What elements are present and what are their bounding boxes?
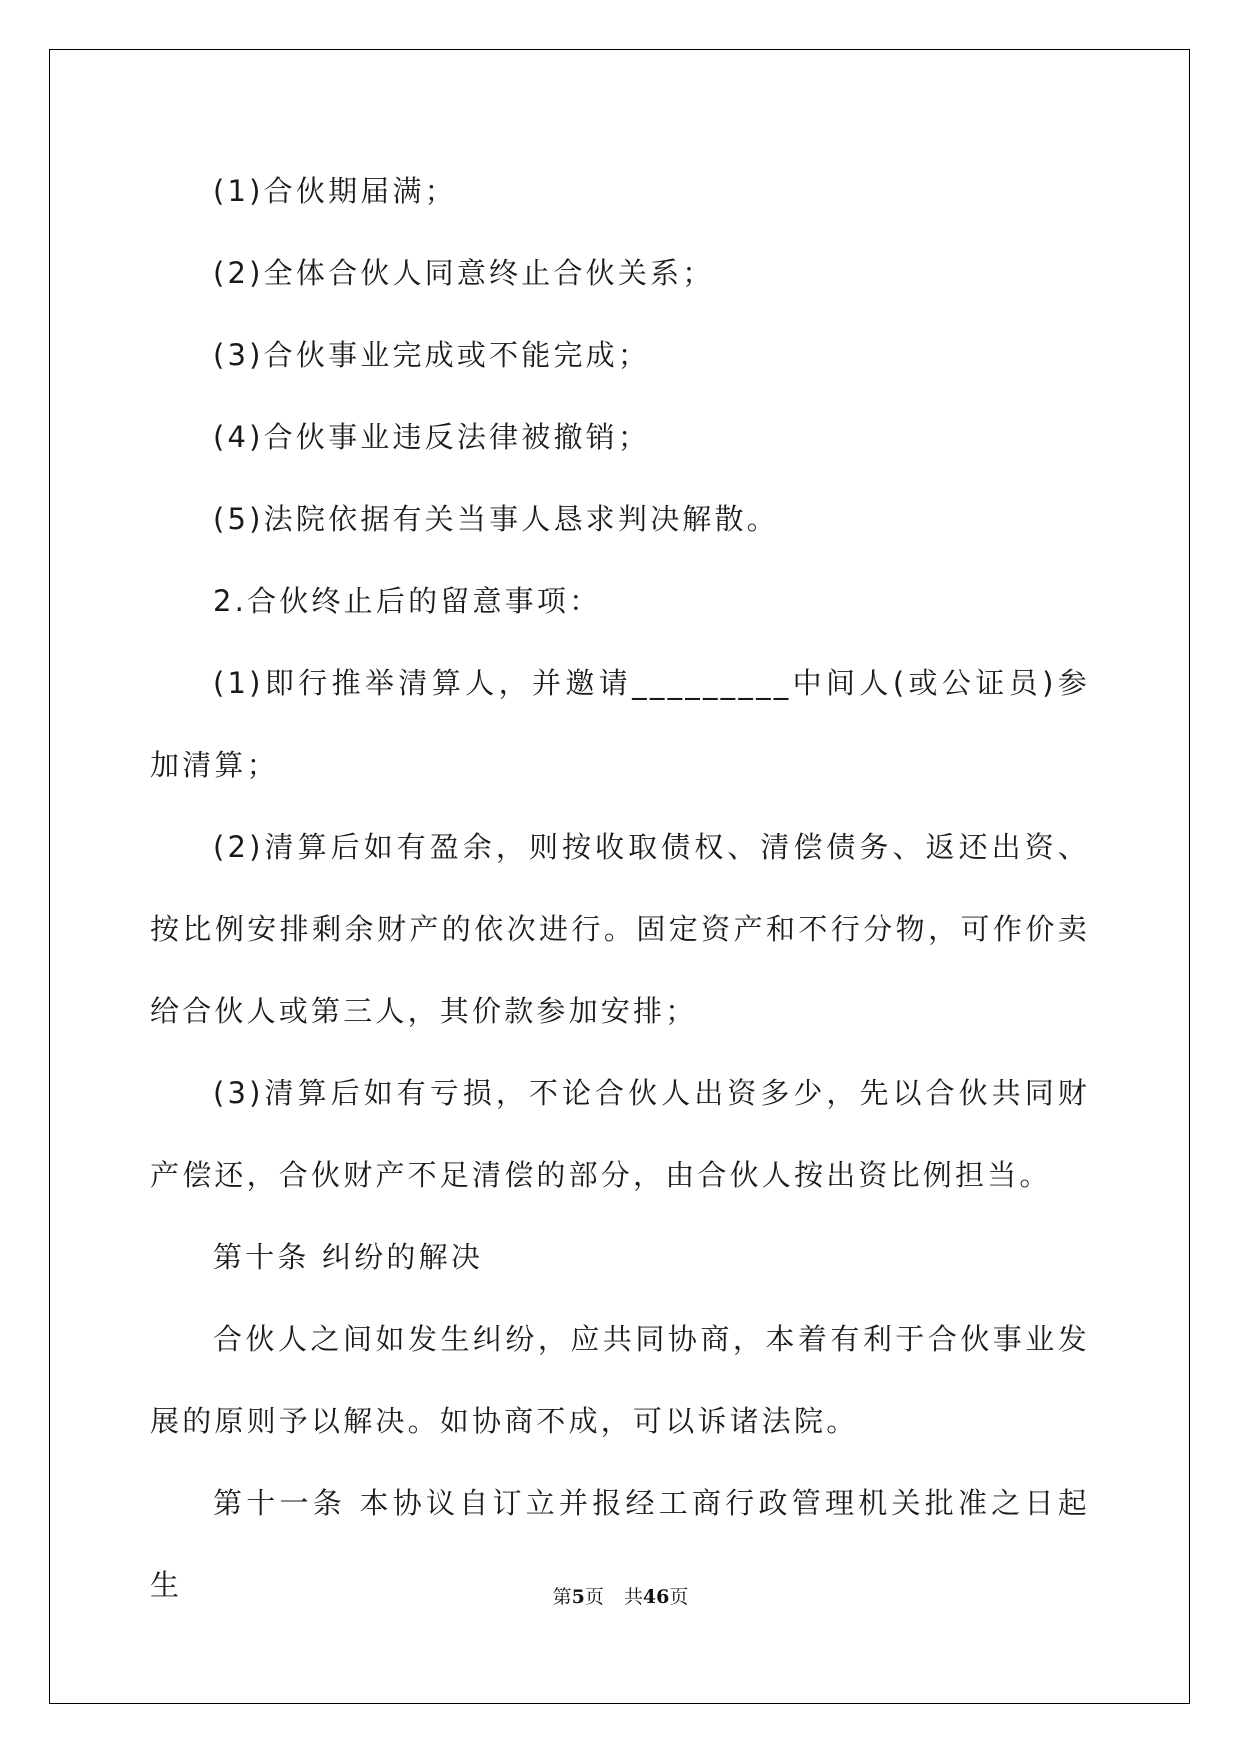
total-prefix: 共: [623, 1586, 643, 1608]
article-10-body: 合伙人之间如发生纠纷，应共同协商，本着有利于合伙事业发展的原则予以解决。如协商不成，可以诉诸法院。: [150, 1322, 1090, 1438]
clause-item-1: (1)合伙期届满；: [213, 174, 457, 208]
clause-item-3: (3)合伙事业完成或不能完成；: [213, 338, 651, 372]
total-suffix: 页: [669, 1586, 689, 1608]
clause-item-5: (5)法院依据有关当事人恳求判决解散。: [213, 502, 779, 536]
clause-item-4: (4)合伙事业违反法律被撤销；: [213, 420, 651, 454]
termination-note-1: (1)即行推举清算人，并邀请_________中间人(或公证员)参加清算；: [150, 666, 1090, 782]
article-11-body: 第十一条 本协议自订立并报经工商行政管理机关批准之日起生: [150, 1486, 1090, 1602]
clause-item-2: (2)全体合伙人同意终止合伙关系；: [213, 256, 715, 290]
page-footer: [0, 1582, 1241, 1609]
page-suffix: 页: [584, 1586, 604, 1608]
document-body: [150, 150, 1090, 1626]
section-heading-termination-notes: 2.合伙终止后的留意事项：: [213, 584, 602, 618]
termination-note-2: (2)清算后如有盈余，则按收取债权、清偿债务、返还出资、按比例安排剩余财产的依次进行。固定资产和不行分物，可作价卖给合伙人或第三人，其价款参加安排；: [150, 830, 1090, 1028]
termination-note-3: (3)清算后如有亏损，不论合伙人出资多少，先以合伙共同财产偿还，合伙财产不足清偿的部分，由合伙人按出资比例担当。: [150, 1076, 1090, 1192]
page-number: 5: [571, 1586, 585, 1608]
article-10-heading: 第十条 纠纷的解决: [213, 1240, 484, 1274]
total-pages: 46: [642, 1586, 670, 1608]
page-prefix: 第: [552, 1586, 572, 1608]
